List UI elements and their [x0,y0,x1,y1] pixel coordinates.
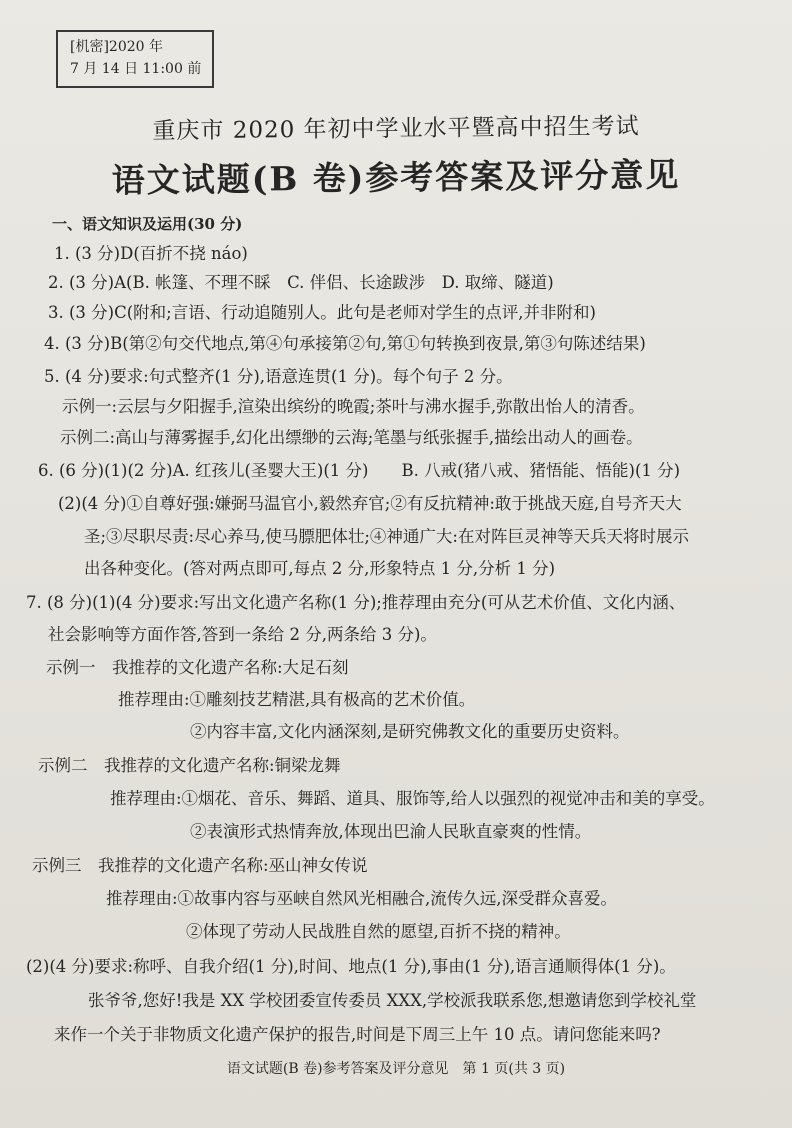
answer-line-q5: 5. (4 分)要求:句式整齐(1 分),语意连贯(1 分)。每个句子 2 分。 [44,367,513,386]
exam-title: 重庆市 2020 年初中学业水平暨高中招生考试 [152,113,640,145]
answer-line-example-2-reason-1: 推荐理由:①烟花、音乐、舞蹈、道具、服饰等,给人以强烈的视觉冲击和美的享受。 [110,789,715,808]
document-title: 语文试题(B 卷)参考答案及评分意见 [111,155,681,200]
answer-line-q7-1b: 社会影响等方面作答,答到一条给 2 分,两条给 3 分)。 [48,625,437,644]
answer-line-q7-2-sample-a: 张爷爷,您好!我是 XX 学校团委宣传委员 XXX,学校派我联系您,想邀请您到学校礼堂 [88,991,697,1010]
answer-line-example-3-title: 示例三 我推荐的文化遗产名称:巫山神女传说 [32,856,368,875]
section-heading: 一、语文知识及运用(30 分) [52,215,243,233]
answer-line-q6-2c: 出各种变化。(答对两点即可,每点 2 分,形象特点 1 分,分析 1 分) [84,559,556,578]
answer-line-example-2-reason-2: ②表演形式热情奔放,体现出巴渝人民耿直豪爽的性情。 [190,822,592,841]
answer-line-example-3-reason-1: 推荐理由:①故事内容与巫峡自然风光相融合,流传久远,深受群众喜爱。 [106,889,618,908]
page-footer: 语文试题(B 卷)参考答案及评分意见 第 1 页(共 3 页) [226,1061,566,1077]
answer-line-example-1-reason-1: 推荐理由:①雕刻技艺精湛,具有极高的艺术价值。 [118,690,476,709]
answer-line-q7-2: (2)(4 分)要求:称呼、自我介绍(1 分),时间、地点(1 分),事由(1 分),语言通顺得体(1 分)。 [26,957,676,976]
answer-line-q5-example-2: 示例二:高山与薄雾握手,幻化出缥缈的云海;笔墨与纸张握手,描绘出动人的画卷。 [60,428,643,447]
stamp-line-2: 7 月 14 日 11:00 前 [70,61,202,77]
answer-line-q5-example-1: 示例一:云层与夕阳握手,渲染出缤纷的晚霞;茶叶与沸水握手,弥散出怡人的清香。 [62,397,645,416]
answer-line-q6-2b: 圣;③尽职尽责:尽心养马,使马膘肥体壮;④神通广大:在对阵巨灵神等天兵天将时展示 [84,527,689,546]
answer-line-example-1-reason-2: ②内容丰富,文化内涵深刻,是研究佛教文化的重要历史资料。 [190,722,630,741]
answer-line-q6-1: 6. (6 分)(1)(2 分)A. 红孩儿(圣婴大王)(1 分) B. 八戒(猪八戒、猪悟能、悟能)(1 分) [38,461,681,480]
answer-line-q2: 2. (3 分)A(B. 帐篷、不理不睬 C. 伴侣、长途跋涉 D. 取缔、隧道) [48,273,554,292]
confidential-stamp [56,30,214,88]
answer-line-q4: 4. (3 分)B(第②句交代地点,第④句承接第②句,第①句转换到夜景,第③句陈述结果) [44,334,646,353]
answer-line-q3: 3. (3 分)C(附和;言语、行动追随别人。此句是老师对学生的点评,并非附和) [48,303,596,322]
answer-line-q6-2a: (2)(4 分)①自尊好强:嫌弼马温官小,毅然弃官;②有反抗精神:敢于挑战天庭,自号齐天大 [58,494,682,513]
answer-line-q7-1a: 7. (8 分)(1)(4 分)要求:写出文化遗产名称(1 分);推荐理由充分(可从艺术价值、文化内涵、 [26,593,686,612]
answer-line-example-2-title: 示例二 我推荐的文化遗产名称:铜梁龙舞 [38,756,341,775]
answer-line-q1: 1. (3 分)D(百折不挠 náo) [54,244,248,263]
answer-line-example-3-reason-2: ②体现了劳动人民战胜自然的愿望,百折不挠的精神。 [186,922,571,941]
answer-line-q7-2-sample-b: 来作一个关于非物质文化遗产保护的报告,时间是下周三上午 10 点。请问您能来吗? [54,1025,661,1044]
answer-line-example-1-title: 示例一 我推荐的文化遗产名称:大足石刻 [46,658,349,677]
stamp-line-1: [机密]2020 年 [70,39,164,55]
